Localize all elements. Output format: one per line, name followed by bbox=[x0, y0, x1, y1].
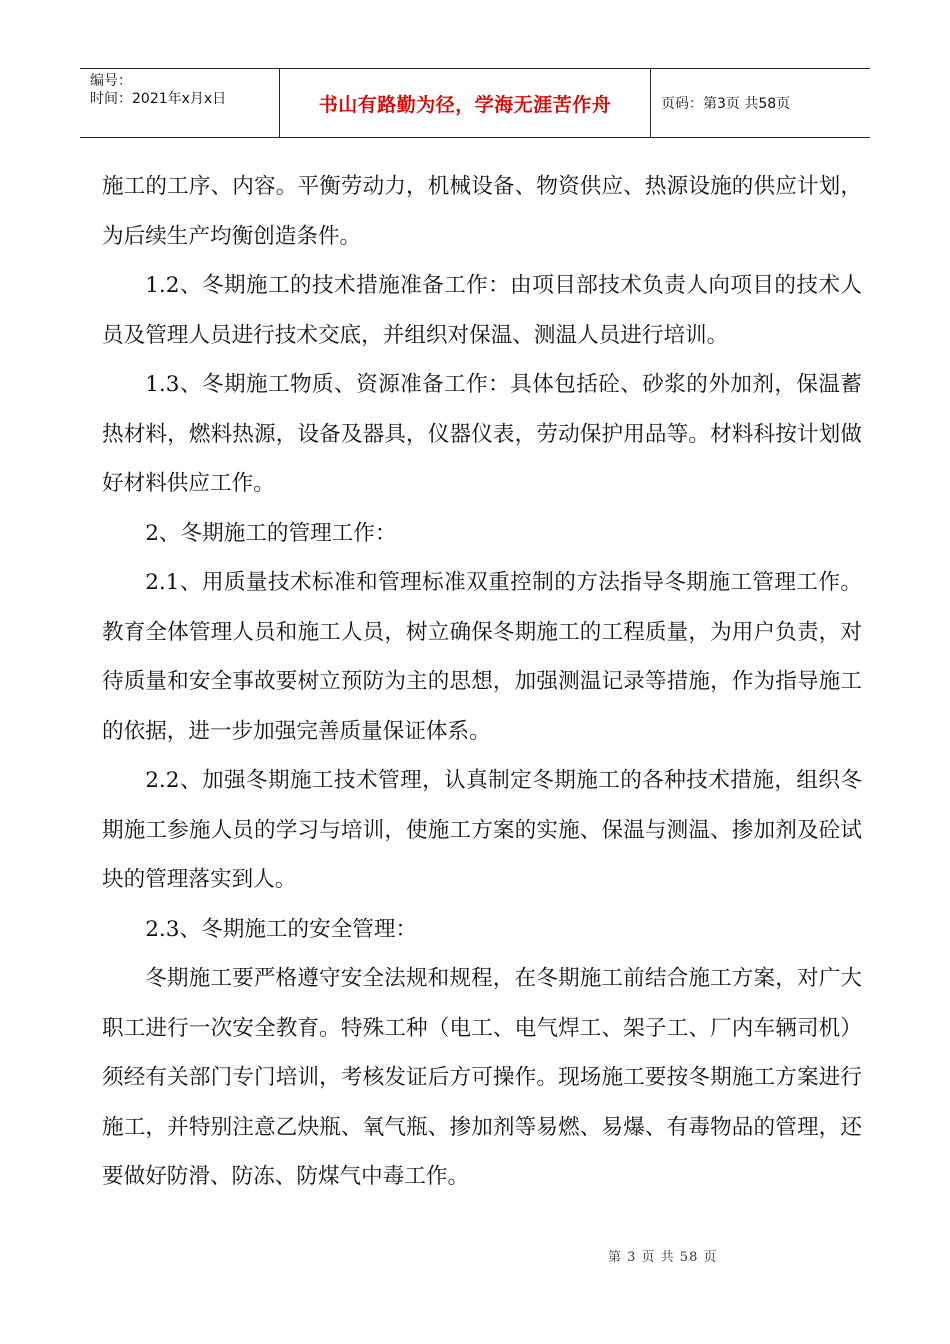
number-label: 编号： bbox=[90, 73, 132, 89]
paragraph: 2.1、用质量技术标准和管理标准双重控制的方法指导冬期施工管理工作。教育全体管理人员和施工人员，树立确保冬期施工的工程质量，为用户负责，对待质量和安全事故要树立预防为主的思想，加强测温记录等措施，作为指导施工的依据，进一步加强完善质量保证体系。 bbox=[102, 570, 862, 744]
header-motto: 书山有路勤为径，学海无涯苦作舟 bbox=[280, 69, 651, 137]
footer-page-number: 第 3 页 共 58 页 bbox=[608, 1250, 718, 1265]
header-page-info: 页码：第3页 共58页 bbox=[661, 96, 791, 112]
page-header bbox=[80, 68, 870, 138]
date-label: 时间：2021年x月x日 bbox=[90, 91, 227, 107]
paragraph: 2.2、加强冬期施工技术管理，认真制定冬期施工的各种技术措施，组织冬期施工参施人员的学习与培训，使施工方案的实施、保温与测温、掺加剂及砼试块的管理落实到人。 bbox=[102, 768, 862, 892]
paragraph: 1.2、冬期施工的技术措施准备工作：由项目部技术负责人向项目的技术人员及管理人员进行技术交底，并组织对保温、测温人员进行培训。 bbox=[102, 273, 862, 348]
section-heading: 2.3、冬期施工的安全管理： bbox=[145, 916, 418, 942]
paragraph: 1.3、冬期施工物质、资源准备工作：具体包括砼、砂浆的外加剂，保温蓄热材料，燃料热源，设备及器具，仪器仪表，劳动保护用品等。材料科按计划做好材料供应工作。 bbox=[102, 372, 862, 496]
paragraph: 施工的工序、内容。平衡劳动力，机械设备、物资供应、热源设施的供应计划，为后续生产均衡创造条件。 bbox=[102, 174, 862, 249]
paragraph: 冬期施工要严格遵守安全法规和规程，在冬期施工前结合施工方案，对广大职工进行一次安全教育。特殊工种（电工、电气焊工、架子工、厂内车辆司机）须经有关部门专门培训，考核发证后方可操作。现场施工要按冬期施工方案进行施工，并特别注意乙炔瓶、氧气瓶、掺加剂等易燃、易爆、有毒物品的管理，还要做好防滑、防冻、防煤气中毒工作。 bbox=[102, 966, 862, 1189]
header-meta bbox=[80, 69, 280, 137]
section-heading: 2、冬期施工的管理工作： bbox=[145, 520, 397, 546]
document-body bbox=[102, 162, 862, 1202]
